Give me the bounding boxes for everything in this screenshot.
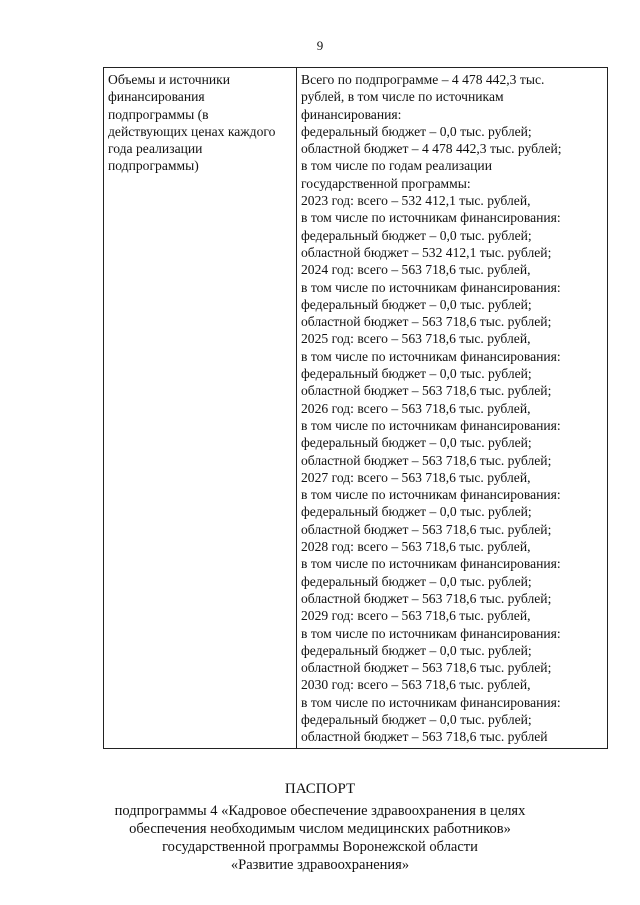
value-line: в том числе по источникам финансирования: [301, 487, 561, 503]
value-line: в том числе по источникам финансирования: [301, 556, 561, 572]
value-line: 2030 год: всего – 563 718,6 тыс. рублей, [301, 677, 531, 693]
financing-table [103, 67, 608, 749]
value-line: областной бюджет – 563 718,6 тыс. рублей; [301, 660, 552, 676]
value-line: областной бюджет – 563 718,6 тыс. рублей; [301, 521, 552, 537]
heading-line: государственной программы Воронежской области [162, 839, 478, 855]
value-line: 2023 год: всего – 532 412,1 тыс. рублей, [301, 193, 531, 209]
value-cell [297, 68, 608, 749]
value-line: в том числе по источникам финансирования: [301, 210, 561, 226]
value-line: в том числе по годам реализации [301, 158, 492, 174]
value-line: в том числе по источникам финансирования: [301, 348, 561, 364]
value-line: федеральный бюджет – 0,0 тыс. рублей; [301, 711, 532, 727]
value-line: федеральный бюджет – 0,0 тыс. рублей; [301, 435, 532, 451]
passport-title: ПАСПОРТ [284, 781, 356, 797]
value-line: областной бюджет – 563 718,6 тыс. рублей; [301, 383, 552, 399]
value-line: 2024 год: всего – 563 718,6 тыс. рублей, [301, 262, 531, 278]
value-line: в том числе по источникам финансирования: [301, 417, 561, 433]
passport-heading [0, 780, 640, 874]
label-line: года реализации [108, 141, 203, 157]
value-line: рублей, в том числе по источникам [301, 89, 504, 105]
label-line: действующих ценах каждого [108, 123, 276, 139]
value-line: областной бюджет – 563 718,6 тыс. рублей [301, 729, 548, 745]
value-line: финансирования: [301, 106, 402, 122]
value-line: 2027 год: всего – 563 718,6 тыс. рублей, [301, 469, 531, 485]
label-line: финансирования [108, 89, 205, 105]
value-line: областной бюджет – 563 718,6 тыс. рублей; [301, 590, 552, 606]
value-line: федеральный бюджет – 0,0 тыс. рублей; [301, 504, 532, 520]
value-line: 2028 год: всего – 563 718,6 тыс. рублей, [301, 539, 531, 555]
heading-line: «Развитие здравоохранения» [230, 857, 410, 873]
heading-line: обеспечения необходимым числом медицинских работников» [129, 821, 511, 837]
value-line: в том числе по источникам финансирования: [301, 625, 561, 641]
label-cell [104, 68, 297, 749]
label-line: подпрограммы) [108, 158, 199, 174]
value-line: областной бюджет – 4 478 442,3 тыс. рублей; [301, 141, 562, 157]
value-line: федеральный бюджет – 0,0 тыс. рублей; [301, 227, 532, 243]
value-line: в том числе по источникам финансирования: [301, 279, 561, 295]
table-row [104, 68, 608, 749]
value-line: Всего по подпрограмме – 4 478 442,3 тыс. [301, 72, 545, 87]
page-number: 9 [316, 38, 324, 53]
value-line: государственной программы: [301, 175, 471, 191]
label-line: Объемы и источники [108, 72, 231, 87]
heading-line: подпрограммы 4 «Кадровое обеспечение здравоохранения в целях [114, 803, 526, 819]
value-line: областной бюджет – 532 412,1 тыс. рублей; [301, 244, 552, 260]
label-line: подпрограммы (в [108, 106, 209, 122]
value-line: 2025 год: всего – 563 718,6 тыс. рублей, [301, 331, 531, 347]
value-line: федеральный бюджет – 0,0 тыс. рублей; [301, 123, 532, 139]
value-line: областной бюджет – 563 718,6 тыс. рублей; [301, 314, 552, 330]
value-line: федеральный бюджет – 0,0 тыс. рублей; [301, 296, 532, 312]
value-line: в том числе по источникам финансирования: [301, 694, 561, 710]
value-line: федеральный бюджет – 0,0 тыс. рублей; [301, 642, 532, 658]
value-line: федеральный бюджет – 0,0 тыс. рублей; [301, 366, 532, 382]
value-line: 2029 год: всего – 563 718,6 тыс. рублей, [301, 608, 531, 624]
value-line: областной бюджет – 563 718,6 тыс. рублей; [301, 452, 552, 468]
value-line: федеральный бюджет – 0,0 тыс. рублей; [301, 573, 532, 589]
value-line: 2026 год: всего – 563 718,6 тыс. рублей, [301, 400, 531, 416]
